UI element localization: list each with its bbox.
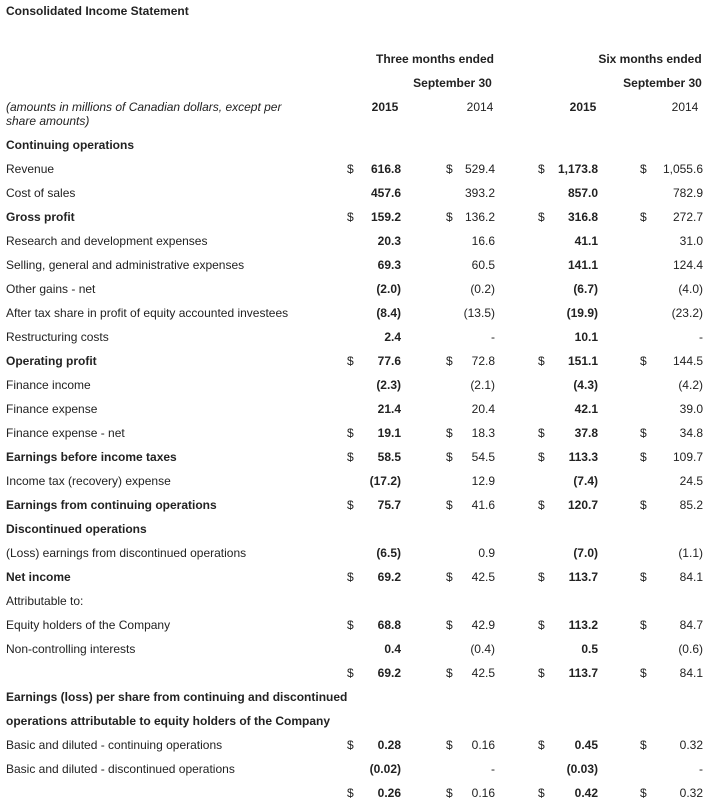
header-sep30-six: September 30: [623, 76, 702, 90]
amount-cell: 0.16: [471, 786, 495, 800]
row-label: Cost of sales: [6, 186, 76, 200]
amount-cell: (17.2): [369, 474, 401, 488]
currency-symbol: $: [446, 666, 453, 680]
amount-cell: 42.9: [471, 618, 495, 632]
amount-cell: 21.4: [377, 402, 401, 416]
row-label: Research and development expenses: [6, 234, 208, 248]
amount-cell: -: [699, 762, 703, 776]
header-year-2014-three: 2014: [466, 100, 494, 114]
row-label: Finance income: [6, 378, 91, 392]
amount-cell: 75.7: [377, 498, 401, 512]
row-label: Income tax (recovery) expense: [6, 474, 171, 488]
currency-symbol: $: [538, 738, 545, 752]
header-year-2015-six: 2015: [569, 100, 597, 114]
amount-cell: 39.0: [679, 402, 703, 416]
header-three-months: Three months ended: [375, 52, 494, 66]
currency-symbol: $: [446, 498, 453, 512]
amount-cell: 54.5: [471, 450, 495, 464]
amount-cell: (8.4): [376, 306, 401, 320]
row-label: Earnings before income taxes: [6, 450, 177, 464]
table-row: [0, 541, 720, 565]
amount-cell: 10.1: [574, 330, 598, 344]
table-row: [0, 349, 720, 373]
currency-symbol: $: [347, 354, 354, 368]
currency-symbol: $: [640, 162, 647, 176]
currency-symbol: $: [640, 210, 647, 224]
table-row: [0, 733, 720, 757]
amount-cell: (7.4): [573, 474, 598, 488]
amount-cell: 136.2: [464, 210, 495, 224]
amount-cell: 16.6: [471, 234, 495, 248]
currency-symbol: $: [347, 786, 354, 800]
header-year-2014-six: 2014: [671, 100, 699, 114]
currency-symbol: $: [538, 570, 545, 584]
amount-cell: 20.3: [377, 234, 401, 248]
currency-symbol: $: [347, 162, 354, 176]
currency-symbol: $: [538, 618, 545, 632]
amount-cell: 1,055.6: [662, 162, 703, 176]
amount-cell: (2.3): [376, 378, 401, 392]
amount-cell: 316.8: [567, 210, 598, 224]
amount-cell: 113.7: [568, 666, 598, 680]
amount-cell: 69.2: [377, 666, 401, 680]
amount-cell: (0.6): [678, 642, 703, 656]
row-label: Discontinued operations: [6, 522, 147, 536]
amount-cell: 393.2: [464, 186, 495, 200]
amount-cell: (7.0): [573, 546, 598, 560]
amount-cell: 113.7: [568, 570, 598, 584]
header-sep30-three: September 30: [413, 76, 492, 90]
table-row: [0, 253, 720, 277]
row-label: Basic and diluted - continuing operations: [6, 738, 223, 752]
table-row: [0, 517, 720, 541]
row-label: Attributable to:: [6, 594, 84, 608]
amount-cell: 113.3: [568, 450, 598, 464]
currency-symbol: $: [446, 450, 453, 464]
amount-cell: 84.1: [679, 570, 703, 584]
amount-cell: 72.8: [471, 354, 495, 368]
table-row: [0, 781, 720, 805]
currency-symbol: $: [538, 210, 545, 224]
table-row: [0, 709, 720, 733]
amount-cell: (0.03): [566, 762, 598, 776]
amount-cell: (13.5): [463, 306, 495, 320]
amount-cell: 84.7: [679, 618, 703, 632]
amount-cell: 113.2: [568, 618, 598, 632]
row-label: Restructuring costs: [6, 330, 109, 344]
amount-cell: 84.1: [679, 666, 703, 680]
row-label: Earnings (loss) per share from continuing and discontinued: [6, 690, 348, 704]
amount-cell: 69.3: [377, 258, 401, 272]
amount-cell: 109.7: [672, 450, 703, 464]
currency-symbol: $: [347, 618, 354, 632]
amount-cell: 41.1: [574, 234, 598, 248]
amount-cell: 0.16: [471, 738, 495, 752]
amount-cell: 0.32: [679, 786, 703, 800]
statement-title: Consolidated Income Statement: [6, 4, 189, 18]
amount-cell: (23.2): [671, 306, 703, 320]
amount-cell: 124.4: [672, 258, 703, 272]
currency-symbol: $: [640, 786, 647, 800]
amount-cell: (2.0): [376, 282, 401, 296]
row-label: Equity holders of the Company: [6, 618, 171, 632]
currency-symbol: $: [347, 738, 354, 752]
row-label: Other gains - net: [6, 282, 96, 296]
amount-cell: 85.2: [679, 498, 703, 512]
amount-cell: 0.32: [679, 738, 703, 752]
amount-cell: 34.8: [679, 426, 703, 440]
amount-cell: 0.5: [581, 642, 598, 656]
amount-cell: (4.2): [678, 378, 703, 392]
currency-symbol: $: [446, 354, 453, 368]
amount-cell: (6.5): [376, 546, 401, 560]
amount-cell: 77.6: [377, 354, 401, 368]
row-label: Non-controlling interests: [6, 642, 136, 656]
currency-symbol: $: [538, 426, 545, 440]
table-row: [0, 661, 720, 685]
table-row: [0, 445, 720, 469]
currency-symbol: $: [538, 666, 545, 680]
table-row: [0, 469, 720, 493]
amount-cell: 58.5: [377, 450, 401, 464]
currency-symbol: $: [446, 738, 453, 752]
amount-cell: 18.3: [471, 426, 495, 440]
amount-cell: 19.1: [377, 426, 401, 440]
table-row: [0, 133, 720, 157]
amount-cell: 42.5: [471, 666, 495, 680]
currency-symbol: $: [446, 570, 453, 584]
table-row: [0, 157, 720, 181]
currency-symbol: $: [640, 618, 647, 632]
amount-cell: (19.9): [566, 306, 598, 320]
currency-symbol: $: [640, 498, 647, 512]
currency-symbol: $: [538, 354, 545, 368]
amount-cell: 0.45: [574, 738, 598, 752]
amount-cell: 782.9: [672, 186, 703, 200]
amount-cell: 457.6: [370, 186, 401, 200]
amount-cell: 0.28: [377, 738, 401, 752]
table-row: [0, 229, 720, 253]
row-label: operations attributable to equity holders of the Company: [6, 714, 331, 728]
currency-symbol: $: [640, 738, 647, 752]
table-row: [0, 757, 720, 781]
amount-cell: 24.5: [679, 474, 703, 488]
amount-cell: (1.1): [678, 546, 703, 560]
amount-cell: 12.9: [471, 474, 495, 488]
amount-cell: 616.8: [370, 162, 401, 176]
amount-cell: -: [491, 330, 495, 344]
table-row: [0, 325, 720, 349]
row-label: Continuing operations: [6, 138, 134, 152]
amount-cell: 68.8: [377, 618, 401, 632]
currency-symbol: $: [347, 210, 354, 224]
row-label: Net income: [6, 570, 71, 584]
amount-cell: 529.4: [464, 162, 495, 176]
table-row: [0, 373, 720, 397]
amount-cell: 2.4: [384, 330, 401, 344]
table-row: [0, 277, 720, 301]
amount-cell: 42.5: [471, 570, 495, 584]
table-row: [0, 589, 720, 613]
amount-cell: 0.42: [574, 786, 598, 800]
amount-cell: -: [491, 762, 495, 776]
amount-cell: (0.4): [470, 642, 495, 656]
row-label: Revenue: [6, 162, 55, 176]
currency-symbol: $: [640, 450, 647, 464]
table-row: [0, 685, 720, 709]
amount-cell: (2.1): [470, 378, 495, 392]
row-label: Selling, general and administrative expenses: [6, 258, 245, 272]
row-label: Operating profit: [6, 354, 97, 368]
amount-cell: 144.5: [672, 354, 703, 368]
currency-symbol: $: [446, 618, 453, 632]
amount-cell: (0.02): [369, 762, 401, 776]
amount-cell: 41.6: [471, 498, 495, 512]
amount-cell: (4.3): [573, 378, 598, 392]
amount-cell: 69.2: [377, 570, 401, 584]
table-row: [0, 301, 720, 325]
row-label: Basic and diluted - discontinued operations: [6, 762, 235, 776]
amount-cell: 0.26: [377, 786, 401, 800]
row-label: Earnings from continuing operations: [6, 498, 217, 512]
currency-symbol: $: [640, 354, 647, 368]
amount-cell: (4.0): [678, 282, 703, 296]
amount-cell: 20.4: [471, 402, 495, 416]
amount-cell: 141.1: [567, 258, 598, 272]
currency-symbol: $: [446, 786, 453, 800]
currency-symbol: $: [538, 450, 545, 464]
amount-cell: 60.5: [471, 258, 495, 272]
table-row: [0, 181, 720, 205]
amount-cell: 151.1: [567, 354, 598, 368]
table-row: [0, 637, 720, 661]
amount-cell: 1,173.8: [557, 162, 598, 176]
amount-cell: 37.8: [574, 426, 598, 440]
table-row: [0, 205, 720, 229]
amount-cell: 120.7: [567, 498, 598, 512]
table-row: [0, 493, 720, 517]
amount-cell: -: [699, 330, 703, 344]
currency-symbol: $: [347, 570, 354, 584]
amount-cell: 0.9: [478, 546, 495, 560]
row-label: (Loss) earnings from discontinued operations: [6, 546, 247, 560]
amount-cell: 857.0: [567, 186, 598, 200]
amount-cell: 0.4: [384, 642, 401, 656]
currency-symbol: $: [347, 498, 354, 512]
table-row: [0, 421, 720, 445]
header-six-months: Six months ended: [598, 52, 702, 66]
row-label: Gross profit: [6, 210, 75, 224]
currency-symbol: $: [640, 426, 647, 440]
row-label: After tax share in profit of equity accounted investees: [6, 306, 289, 320]
units-note: (amounts in millions of Canadian dollars, except per share amounts): [6, 100, 282, 128]
amount-cell: 42.1: [574, 402, 598, 416]
amount-cell: (6.7): [573, 282, 598, 296]
currency-symbol: $: [446, 210, 453, 224]
amount-cell: 159.2: [370, 210, 401, 224]
amount-cell: 272.7: [672, 210, 703, 224]
currency-symbol: $: [446, 162, 453, 176]
table-row: [0, 397, 720, 421]
header-year-2015-three: 2015: [371, 100, 399, 114]
currency-symbol: $: [347, 450, 354, 464]
row-label: Finance expense: [6, 402, 98, 416]
currency-symbol: $: [538, 162, 545, 176]
table-row: [0, 613, 720, 637]
currency-symbol: $: [538, 498, 545, 512]
table-row: [0, 565, 720, 589]
amount-cell: 31.0: [679, 234, 703, 248]
currency-symbol: $: [446, 426, 453, 440]
amount-cell: (0.2): [470, 282, 495, 296]
currency-symbol: $: [640, 666, 647, 680]
currency-symbol: $: [640, 570, 647, 584]
currency-symbol: $: [347, 426, 354, 440]
currency-symbol: $: [538, 786, 545, 800]
row-label: Finance expense - net: [6, 426, 125, 440]
currency-symbol: $: [347, 666, 354, 680]
